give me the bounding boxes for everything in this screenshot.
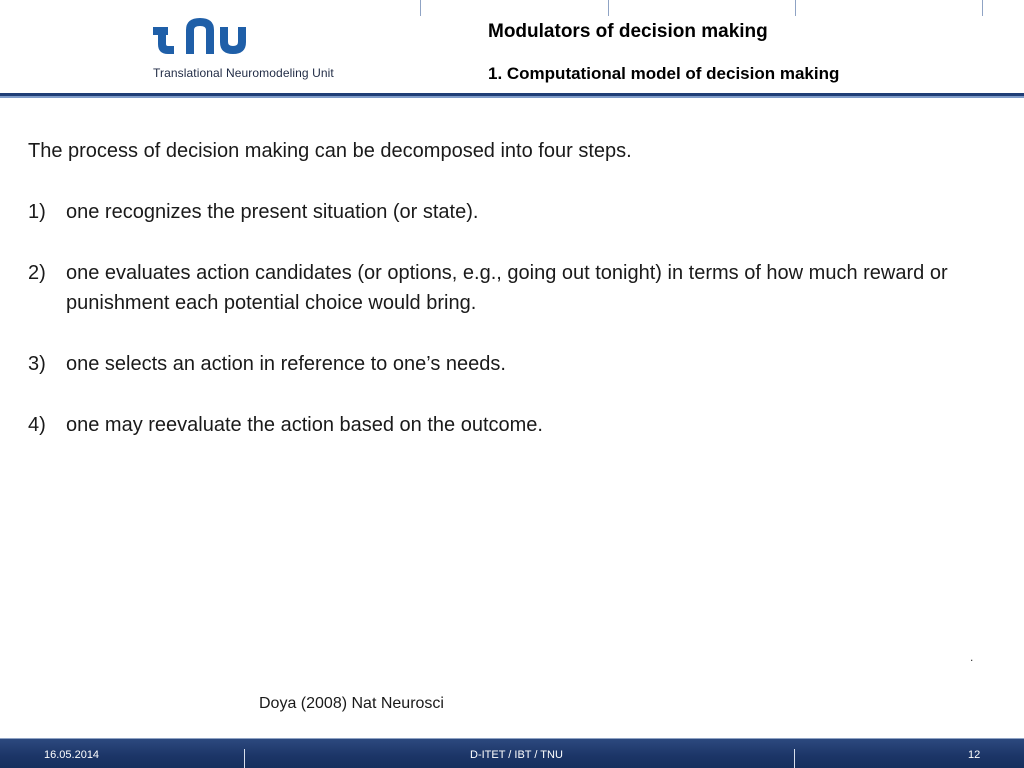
header-divider bbox=[982, 0, 983, 16]
page-number: 12 bbox=[968, 749, 981, 761]
logo-text: Translational Neuromodeling Unit bbox=[153, 66, 334, 80]
step-number: 3) bbox=[28, 353, 46, 375]
step-text: one evaluates action candidates (or options, e.g., going out tonight) in terms of how much reward or punishment each potential choice would bring. bbox=[66, 262, 948, 314]
footer-date: 16.05.2014 bbox=[44, 749, 100, 761]
citation: Doya (2008) Nat Neurosci bbox=[259, 695, 444, 712]
steps-list bbox=[28, 197, 978, 440]
footer-divider bbox=[244, 749, 245, 768]
step-number: 1) bbox=[28, 201, 46, 223]
header-divider bbox=[795, 0, 796, 16]
list-item bbox=[28, 349, 978, 379]
step-number: 2) bbox=[28, 262, 46, 284]
footer-line bbox=[0, 738, 1024, 739]
slide-body bbox=[28, 136, 978, 471]
footer-department: D-ITET / IBT / TNU bbox=[470, 749, 563, 761]
footer-divider bbox=[794, 749, 795, 768]
slide-subtitle: 1. Computational model of decision making bbox=[488, 64, 840, 83]
stray-dot: . bbox=[970, 650, 974, 664]
list-item bbox=[28, 258, 978, 318]
step-number: 4) bbox=[28, 414, 46, 436]
tnu-logo-icon bbox=[152, 14, 248, 58]
slide-title: Modulators of decision making bbox=[488, 21, 768, 42]
header-divider bbox=[420, 0, 421, 16]
step-text: one may reevaluate the action based on the outcome. bbox=[66, 414, 543, 436]
header-divider bbox=[608, 0, 609, 16]
list-item bbox=[28, 197, 978, 227]
slide-header bbox=[0, 0, 1024, 100]
header-bar-accent bbox=[0, 96, 1024, 98]
step-text: one selects an action in reference to one’s needs. bbox=[66, 353, 506, 375]
step-text: one recognizes the present situation (or state). bbox=[66, 201, 479, 223]
slide-footer bbox=[0, 738, 1024, 768]
list-item bbox=[28, 410, 978, 440]
intro-text: The process of decision making can be decomposed into four steps. bbox=[28, 140, 632, 162]
